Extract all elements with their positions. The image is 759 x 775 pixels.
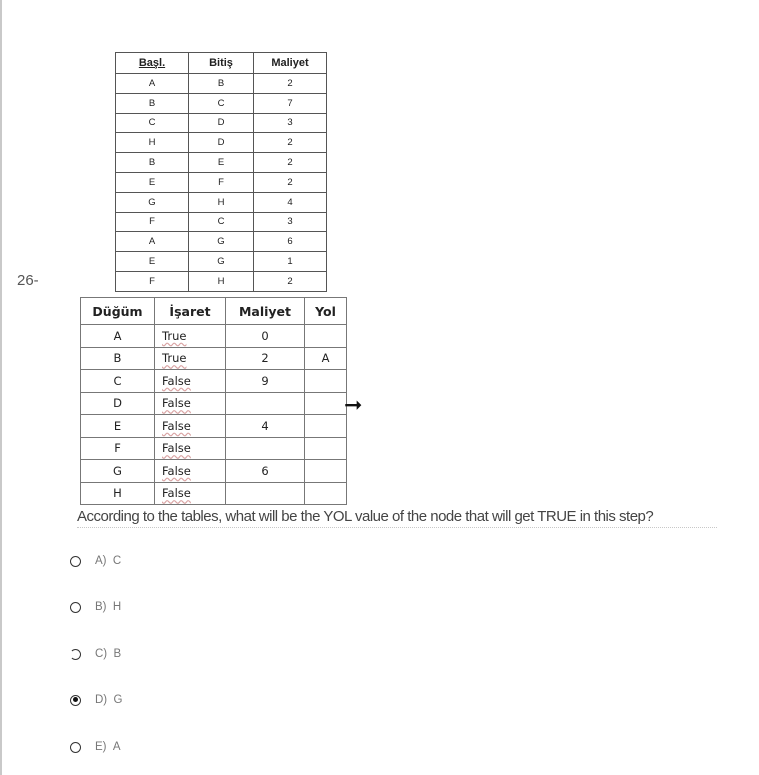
option-b-text: H <box>112 601 122 613</box>
option-c[interactable] <box>70 646 121 662</box>
node-row <box>81 437 347 460</box>
node-mark-cell: False <box>155 482 226 505</box>
node-mark-cell: True <box>155 347 226 370</box>
node-header-path: Yol <box>305 298 347 325</box>
node-row <box>81 460 347 483</box>
option-a-text: C <box>112 555 122 567</box>
edge-start-cell: C <box>116 113 189 133</box>
node-row <box>81 347 347 370</box>
edge-cost-cell: 2 <box>254 153 327 173</box>
edge-row <box>116 93 327 113</box>
radio-icon[interactable] <box>70 556 81 567</box>
node-cost-cell <box>226 437 305 460</box>
node-header-cost: Maliyet <box>226 298 305 325</box>
node-row <box>81 392 347 415</box>
node-path-cell <box>305 482 347 505</box>
node-header-node: Düğüm <box>81 298 155 325</box>
edge-cost-cell: 2 <box>254 74 327 94</box>
node-table-header <box>81 298 347 325</box>
edge-start-cell: B <box>116 93 189 113</box>
edge-cost-cell: 3 <box>254 212 327 232</box>
edge-start-cell: A <box>116 74 189 94</box>
option-a[interactable] <box>70 553 121 569</box>
edge-end-cell: E <box>189 153 254 173</box>
arrow-right-icon: ➞ <box>344 393 363 418</box>
edge-end-cell: G <box>189 252 254 272</box>
node-path-cell: A <box>305 347 347 370</box>
edge-end-cell: H <box>189 271 254 291</box>
node-cost-cell: 6 <box>226 460 305 483</box>
edge-row <box>116 271 327 291</box>
node-mark-cell: False <box>155 460 226 483</box>
edge-cost-cell: 6 <box>254 232 327 252</box>
option-b[interactable] <box>70 599 121 615</box>
node-mark-cell: True <box>155 325 226 348</box>
node-path-cell <box>305 460 347 483</box>
node-path-cell <box>305 325 347 348</box>
edge-table <box>115 52 327 292</box>
node-row <box>81 482 347 505</box>
edge-end-cell: D <box>189 133 254 153</box>
edge-row <box>116 133 327 153</box>
node-name-cell: D <box>81 392 155 415</box>
node-cost-cell: 4 <box>226 415 305 438</box>
node-row <box>81 325 347 348</box>
option-a-letter: A) <box>95 555 107 567</box>
edge-row <box>116 74 327 94</box>
edge-start-cell: F <box>116 212 189 232</box>
edge-cost-cell: 1 <box>254 252 327 272</box>
edge-start-cell: F <box>116 271 189 291</box>
node-name-cell: H <box>81 482 155 505</box>
radio-icon[interactable] <box>70 649 81 660</box>
node-cost-cell: 0 <box>226 325 305 348</box>
node-name-cell: E <box>81 415 155 438</box>
node-name-cell: A <box>81 325 155 348</box>
node-name-cell: B <box>81 347 155 370</box>
option-c-letter: C) <box>95 648 108 660</box>
radio-selected-icon[interactable] <box>70 695 81 706</box>
node-row <box>81 415 347 438</box>
option-c-text: B <box>113 648 122 660</box>
edge-start-cell: B <box>116 153 189 173</box>
node-row <box>81 370 347 393</box>
edge-header-cost: Maliyet <box>254 53 327 74</box>
node-mark-cell: False <box>155 415 226 438</box>
edge-end-cell: G <box>189 232 254 252</box>
edge-cost-cell: 3 <box>254 113 327 133</box>
node-path-cell <box>305 392 347 415</box>
edge-row <box>116 113 327 133</box>
node-header-mark: İşaret <box>155 298 226 325</box>
node-cost-cell: 2 <box>226 347 305 370</box>
option-d[interactable] <box>70 692 122 708</box>
option-e[interactable] <box>70 739 121 755</box>
node-cost-cell: 9 <box>226 370 305 393</box>
edge-header-start: Başl. <box>116 53 189 74</box>
edge-row <box>116 153 327 173</box>
node-mark-cell: False <box>155 370 226 393</box>
edge-start-cell: H <box>116 133 189 153</box>
question-number: 26- <box>17 272 39 289</box>
node-name-cell: C <box>81 370 155 393</box>
node-path-cell <box>305 370 347 393</box>
question-text: According to the tables, what will be the YOL value of the node that will get TRUE in this step? <box>77 508 717 525</box>
node-mark-cell: False <box>155 392 226 415</box>
node-name-cell: G <box>81 460 155 483</box>
edge-end-cell: D <box>189 113 254 133</box>
node-path-cell <box>305 415 347 438</box>
radio-icon[interactable] <box>70 742 81 753</box>
edge-end-cell: C <box>189 93 254 113</box>
node-cost-cell <box>226 392 305 415</box>
page-left-border <box>0 0 2 775</box>
edge-end-cell: H <box>189 192 254 212</box>
edge-cost-cell: 4 <box>254 192 327 212</box>
edge-end-cell: F <box>189 172 254 192</box>
edge-row <box>116 192 327 212</box>
edge-start-cell: E <box>116 172 189 192</box>
option-e-text: A <box>112 741 121 753</box>
edge-start-cell: E <box>116 252 189 272</box>
edge-start-cell: A <box>116 232 189 252</box>
node-name-cell: F <box>81 437 155 460</box>
edge-start-cell: G <box>116 192 189 212</box>
node-mark-cell: False <box>155 437 226 460</box>
edge-row <box>116 252 327 272</box>
node-table <box>80 297 347 505</box>
option-e-letter: E) <box>95 741 107 753</box>
edge-cost-cell: 2 <box>254 133 327 153</box>
edge-end-cell: B <box>189 74 254 94</box>
edge-cost-cell: 2 <box>254 172 327 192</box>
radio-icon[interactable] <box>70 602 81 613</box>
edge-row <box>116 212 327 232</box>
node-path-cell <box>305 437 347 460</box>
node-cost-cell <box>226 482 305 505</box>
edge-cost-cell: 2 <box>254 271 327 291</box>
edge-end-cell: C <box>189 212 254 232</box>
edge-table-header <box>116 53 327 74</box>
edge-header-end: Bitiş <box>189 53 254 74</box>
edge-row <box>116 232 327 252</box>
edge-cost-cell: 7 <box>254 93 327 113</box>
edge-row <box>116 172 327 192</box>
option-d-text: G <box>113 694 123 706</box>
option-b-letter: B) <box>95 601 107 613</box>
option-d-letter: D) <box>95 694 108 706</box>
